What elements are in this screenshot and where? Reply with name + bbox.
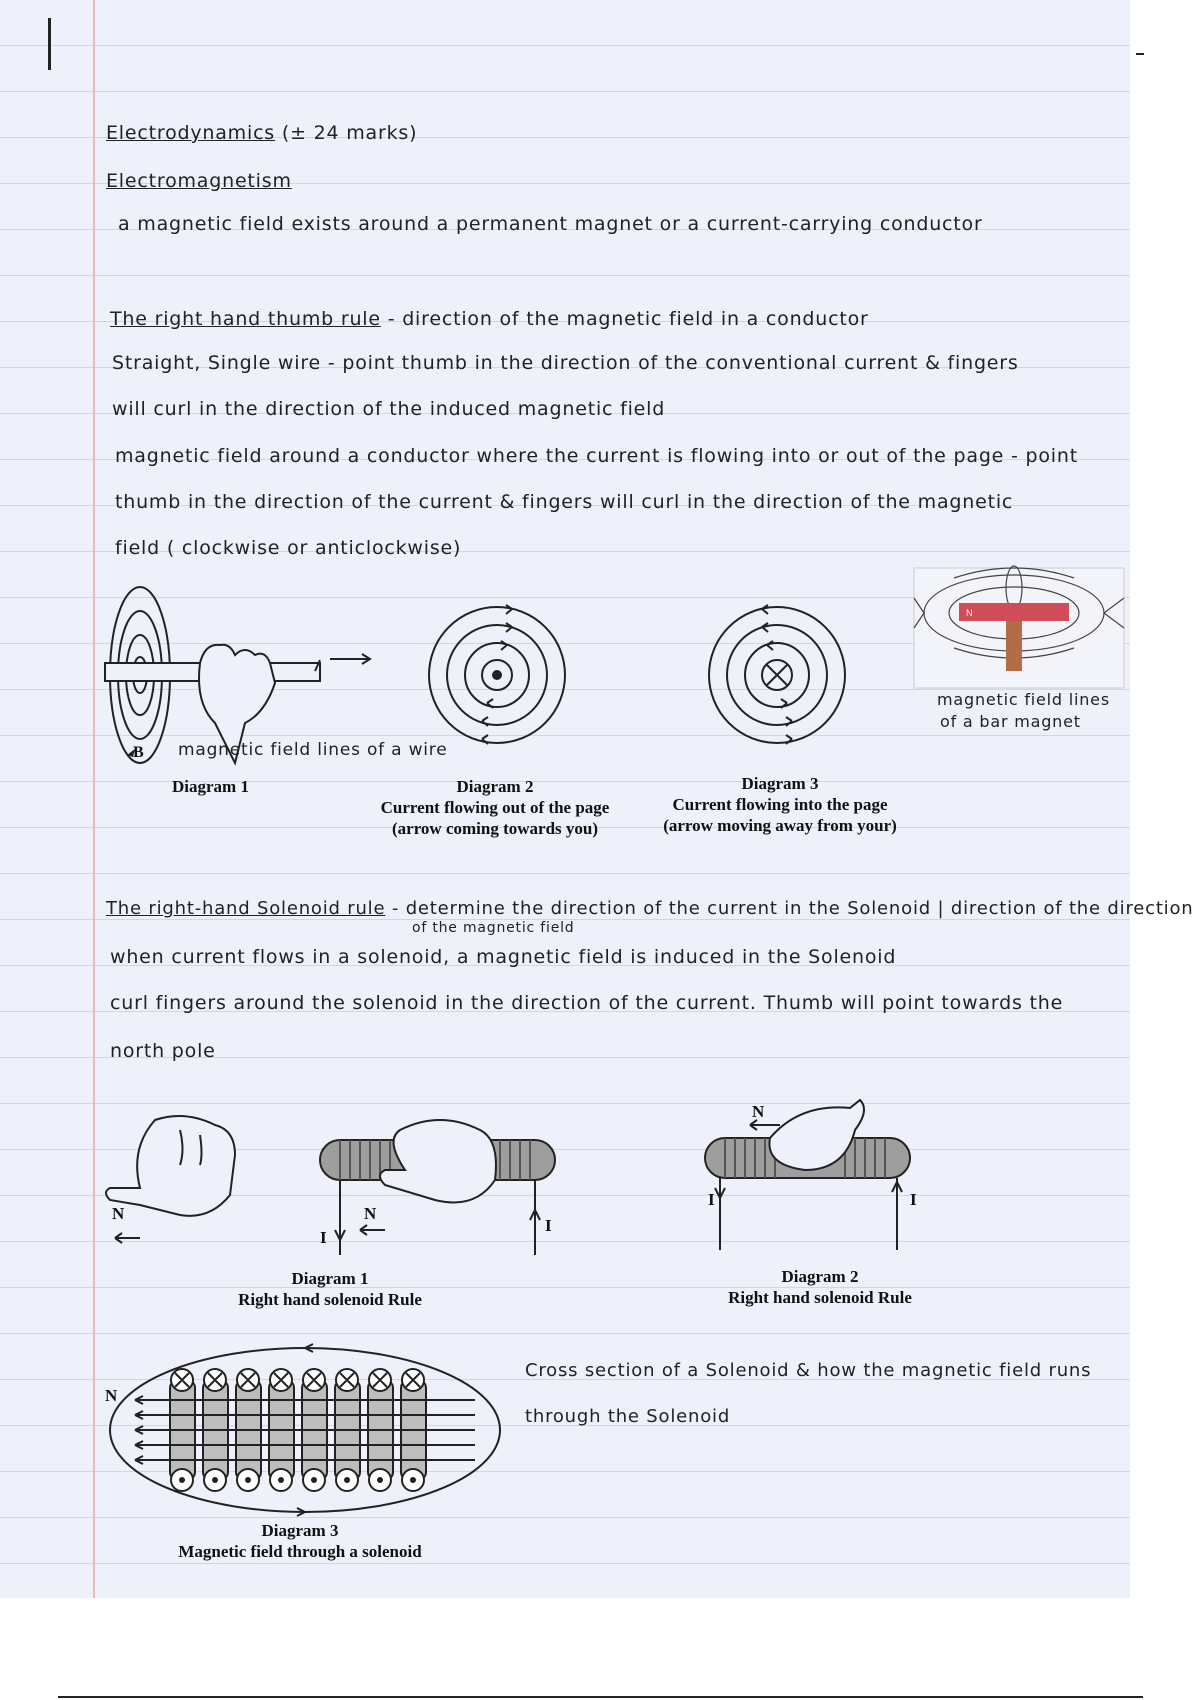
sol-d2-caption <box>700 1266 940 1308</box>
bar-caption1: magnetic field lines <box>937 690 1110 709</box>
field-out-diagram <box>427 605 567 745</box>
sol-d2-title: Diagram 2 <box>781 1267 859 1286</box>
sol1-n-label-2: N <box>364 1204 377 1223</box>
solenoid-rule-desc: - determine the direction of the current in the Solenoid | direction of the direction <box>391 898 1194 919</box>
wire-d3-sub1: Current flowing into the page <box>672 795 888 814</box>
solenoid-rule-line: when current flows in a solenoid, a magnetic field is induced in the Solenoid <box>110 946 897 968</box>
edge-mark <box>1136 53 1144 55</box>
wire-d3-caption <box>655 773 905 836</box>
solenoid-hand-diagram-1 <box>100 1110 570 1260</box>
sol-d3-sub: Magnetic field through a solenoid <box>178 1542 422 1561</box>
sol3-n-label: N <box>105 1386 118 1405</box>
wire-d2-sub1: Current flowing out of the page <box>380 798 610 817</box>
thumb-rule-title: The right hand thumb rule <box>110 308 381 330</box>
margin-mark <box>48 18 51 70</box>
wire-hand-diagram <box>100 585 430 765</box>
thumb-rule-line: magnetic field around a conductor where the current is flowing into or out of the page - point <box>115 445 1078 467</box>
thumb-rule-desc: - direction of the magnetic field in a conductor <box>387 308 869 330</box>
solenoid-rule-line: north pole <box>110 1040 216 1062</box>
sol2-n-label: N <box>752 1102 765 1121</box>
wire-d3-sub2: (arrow moving away from your) <box>663 816 897 835</box>
solenoid-cross-section <box>105 1340 505 1520</box>
heading-title: Electrodynamics <box>106 122 276 144</box>
margin-line <box>93 0 95 1598</box>
wire-d3-title: Diagram 3 <box>741 774 819 793</box>
sol-d3-caption <box>160 1520 440 1562</box>
thumb-rule-line: field ( clockwise or anticlockwise) <box>115 537 462 559</box>
sol-d1-sub: Right hand solenoid Rule <box>238 1290 422 1309</box>
cross-section-line: Cross section of a Solenoid & how the magnetic field runs <box>525 1360 1092 1381</box>
wire-d1-title: Diagram 1 <box>172 777 249 796</box>
thumb-rule-line: will curl in the direction of the induced magnetic field <box>112 398 666 420</box>
solenoid-rule-line: curl fingers around the solenoid in the direction of the current. Thumb will point towards the <box>110 992 1064 1014</box>
sol-d1-title: Diagram 1 <box>291 1269 369 1288</box>
solenoid-rule-desc2: of the magnetic field <box>412 920 575 936</box>
sol-d3-title: Diagram 3 <box>261 1521 339 1540</box>
intro-text: a magnetic field exists around a permanent magnet or a current-carrying conductor <box>118 213 983 235</box>
solenoid-rule-title: The right-hand Solenoid rule <box>106 898 386 919</box>
wire-d2-sub2: (arrow coming towards you) <box>391 819 599 838</box>
thumb-rule-heading <box>110 308 869 330</box>
field-in-diagram <box>707 605 847 745</box>
sol1-i-label-2: I <box>545 1216 552 1235</box>
sol1-i-label: I <box>320 1228 327 1247</box>
sol2-i-label-2: I <box>910 1190 917 1209</box>
sol-d2-sub: Right hand solenoid Rule <box>728 1288 912 1307</box>
solenoid-rule-heading <box>106 898 1194 919</box>
magnet-n-label: N <box>966 608 973 618</box>
bar-caption2: of a bar magnet <box>940 712 1081 731</box>
sol2-i-label: I <box>708 1190 715 1209</box>
bottom-rule <box>58 1696 1143 1698</box>
wire-d2-title: Diagram 2 <box>456 777 534 796</box>
subheading: Electromagnetism <box>106 170 292 192</box>
page-heading <box>106 122 417 144</box>
bar-magnet-diagram <box>914 568 1124 688</box>
b-label: B <box>133 744 144 761</box>
thumb-rule-line: Straight, Single wire - point thumb in the direction of the conventional current & fingers <box>112 352 1019 374</box>
wire-d2-caption <box>360 776 630 839</box>
wire-caption: magnetic field lines of a wire <box>178 740 448 760</box>
cross-section-line: through the Solenoid <box>525 1406 731 1427</box>
solenoid-hand-diagram-2 <box>700 1100 920 1255</box>
thumb-rule-line: thumb in the direction of the current & fingers will curl in the direction of the magnetic <box>115 491 1014 513</box>
sol-d1-caption <box>210 1268 450 1310</box>
heading-marks: (± 24 marks) <box>281 122 418 144</box>
sol1-n-label: N <box>112 1204 125 1223</box>
